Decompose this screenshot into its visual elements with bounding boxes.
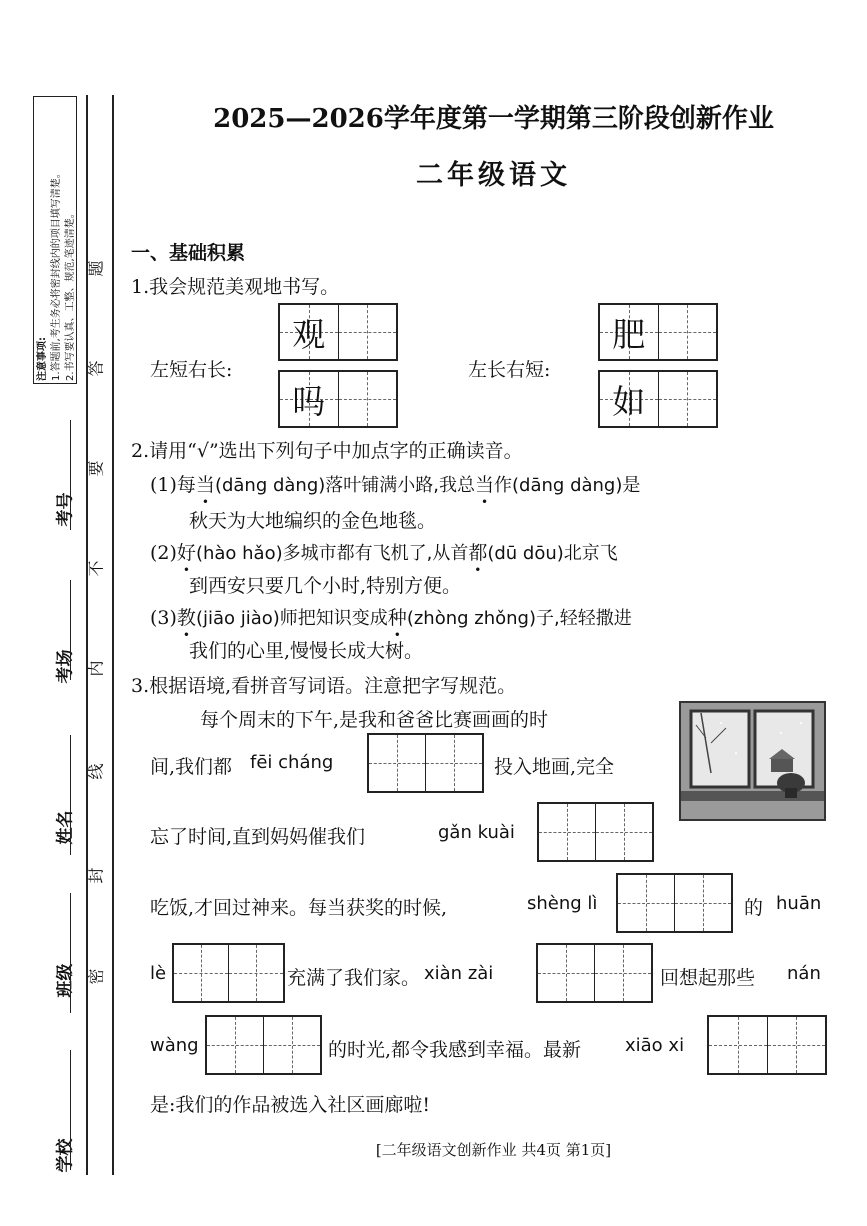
text: (2): [150, 542, 177, 564]
grid-cell[interactable]: [709, 1017, 767, 1073]
writing-grid[interactable]: [278, 303, 398, 361]
seal-char: 不: [86, 560, 106, 577]
notice-box: [33, 96, 77, 384]
pinyin-1: fēi cháng: [250, 752, 334, 773]
q3-line-4a: 吃饭,才回过神来。每当获奖的时候,: [150, 897, 448, 919]
grid-cell[interactable]: [767, 1017, 826, 1073]
q1-prompt: 1.我会规范美观地书写。: [131, 276, 340, 298]
answer-grid-4[interactable]: [172, 943, 285, 1003]
grid-cell[interactable]: [600, 372, 658, 426]
field-school-line: [70, 1050, 71, 1170]
text: (dū dōu)北京飞: [487, 543, 618, 564]
grid-cell[interactable]: [658, 305, 717, 359]
dotted-char: 种: [387, 607, 407, 629]
answer-grid-1[interactable]: [367, 733, 484, 793]
q2-sentence-2: [150, 538, 618, 565]
answer-grid-7[interactable]: [707, 1015, 827, 1075]
text: (1)每: [150, 474, 196, 496]
answer-grid-5[interactable]: [536, 943, 653, 1003]
writing-grid[interactable]: [278, 370, 398, 428]
pinyin-4b: lè: [150, 963, 167, 984]
grid-cell[interactable]: [338, 372, 397, 426]
grid-cell[interactable]: [600, 305, 658, 359]
page-footer: [二年级语文创新作业 共4页 第1页]: [375, 1141, 612, 1159]
grid-cell[interactable]: [174, 945, 228, 1001]
notice-title: 注意事项:: [37, 337, 48, 381]
grid-cell[interactable]: [228, 945, 283, 1001]
seal-char: 封: [86, 867, 106, 884]
seal-char: 密: [86, 968, 106, 985]
grid-cell[interactable]: [674, 875, 731, 931]
section-heading: 一、基础积累: [131, 242, 246, 264]
q3-line-1: 每个周末的下午,是我和爸爸比赛画画的时: [200, 709, 549, 731]
binding-line-inner: [112, 95, 114, 1175]
text: (hào hǎo)多城市都有飞机了,从首: [195, 543, 469, 564]
grid-cell[interactable]: [425, 735, 482, 791]
pinyin-5: xiàn zài: [424, 963, 494, 984]
grid-cell[interactable]: [369, 735, 425, 791]
dotted-char: 当: [195, 474, 215, 496]
field-number-line: [70, 420, 71, 530]
grid-cell[interactable]: [538, 945, 594, 1001]
text: (dāng dàng)落叶铺满小路,我总: [214, 475, 476, 496]
seal-char: 答: [86, 360, 106, 377]
q3-line-7: 是:我们的作品被选入社区画廊啦!: [150, 1094, 431, 1116]
q2-sentence-3: [150, 603, 632, 630]
winter-window-illustration: [679, 701, 826, 821]
grid-cell[interactable]: [280, 372, 338, 426]
grid-cell[interactable]: [594, 945, 651, 1001]
q1-right-label: 左长右短:: [468, 359, 551, 381]
field-class-line: [70, 893, 71, 1013]
seal-char: 线: [86, 763, 106, 780]
grid-cell[interactable]: [595, 804, 652, 860]
notice-text: [34, 97, 78, 385]
text: 作(dāng dàng)是: [494, 475, 641, 496]
answer-grid-6[interactable]: [205, 1015, 322, 1075]
pinyin-7: xiāo xi: [625, 1035, 685, 1056]
grid-cell[interactable]: [207, 1017, 263, 1073]
pinyin-3: shèng lì: [527, 893, 598, 914]
text: (3): [150, 607, 177, 629]
field-school-label: 学校: [55, 1138, 76, 1173]
field-room-line: [70, 580, 71, 680]
page-title: 2025—2026学年度第一学期第三阶段创新作业: [213, 104, 774, 134]
q3-line-2b: 投入地画,完全: [494, 756, 615, 778]
grid-cell[interactable]: [658, 372, 717, 426]
grid-cell[interactable]: [539, 804, 595, 860]
illustration-svg: [681, 703, 824, 819]
model-char: 肥: [612, 314, 646, 354]
q2-prompt: 2.请用“√”选出下列句子中加点字的正确读音。: [131, 440, 523, 462]
seal-char: 内: [86, 660, 106, 677]
seal-char: 要: [86, 460, 106, 477]
answer-grid-3[interactable]: [616, 873, 733, 933]
field-class-label: 班级: [55, 963, 76, 998]
field-name-label: 姓名: [55, 810, 76, 845]
text: (jiāo jiào)师把知识变成: [195, 608, 388, 629]
field-room-label: 考场: [55, 649, 76, 684]
q3-prompt: 3.根据语境,看拼音写词语。注意把字写规范。: [131, 675, 517, 697]
pinyin-2: gǎn kuài: [438, 822, 515, 843]
q2-sentence-1: [150, 470, 640, 497]
field-number-label: 考号: [55, 492, 76, 527]
field-name-line: [70, 735, 71, 855]
dotted-char: 好: [176, 542, 196, 564]
grid-cell[interactable]: [618, 875, 674, 931]
q3-line-4b: 的: [744, 897, 764, 919]
page-subtitle: 二年级语文: [416, 160, 571, 191]
grid-cell[interactable]: [338, 305, 397, 359]
pinyin-6b: wàng: [150, 1035, 199, 1056]
pinyin-4a: huān: [776, 893, 822, 914]
notice-line-2: 2.书写要认真、工整、规范,笔迹清楚。: [65, 208, 76, 381]
dotted-char: 都: [468, 542, 488, 564]
model-char: 吗: [292, 381, 326, 421]
answer-grid-2[interactable]: [537, 802, 654, 862]
notice-line-1: 1.答题前,考生务必将密封线内的项目填写清楚。: [51, 168, 62, 381]
writing-grid[interactable]: [598, 370, 718, 428]
q1-left-label: 左短右长:: [150, 359, 233, 381]
model-char: 如: [612, 381, 646, 421]
dotted-char: 教: [176, 607, 196, 629]
writing-grid[interactable]: [598, 303, 718, 361]
q3-line-3a: 忘了时间,直到妈妈催我们: [150, 826, 366, 848]
seal-char: 题: [86, 260, 106, 277]
grid-cell[interactable]: [280, 305, 338, 359]
q3-line-2a: 间,我们都: [150, 756, 233, 778]
text: (zhòng zhǒng)子,轻轻撒进: [406, 608, 632, 629]
q3-line-6a: 的时光,都令我感到幸福。最新: [328, 1039, 582, 1061]
q2-sentence-1-cont: 秋天为大地编织的金色地毯。: [189, 510, 437, 532]
q2-sentence-3-cont: 我们的心里,慢慢长成大树。: [189, 640, 424, 662]
model-char: 观: [292, 314, 326, 354]
q2-sentence-2-cont: 到西安只要几个小时,特别方便。: [189, 575, 462, 597]
pinyin-6a: nán: [787, 963, 821, 984]
q3-line-5b: 回想起那些: [660, 967, 756, 989]
grid-cell[interactable]: [263, 1017, 320, 1073]
q3-line-5a: 充满了我们家。: [287, 967, 421, 989]
dotted-char: 当: [475, 474, 495, 496]
